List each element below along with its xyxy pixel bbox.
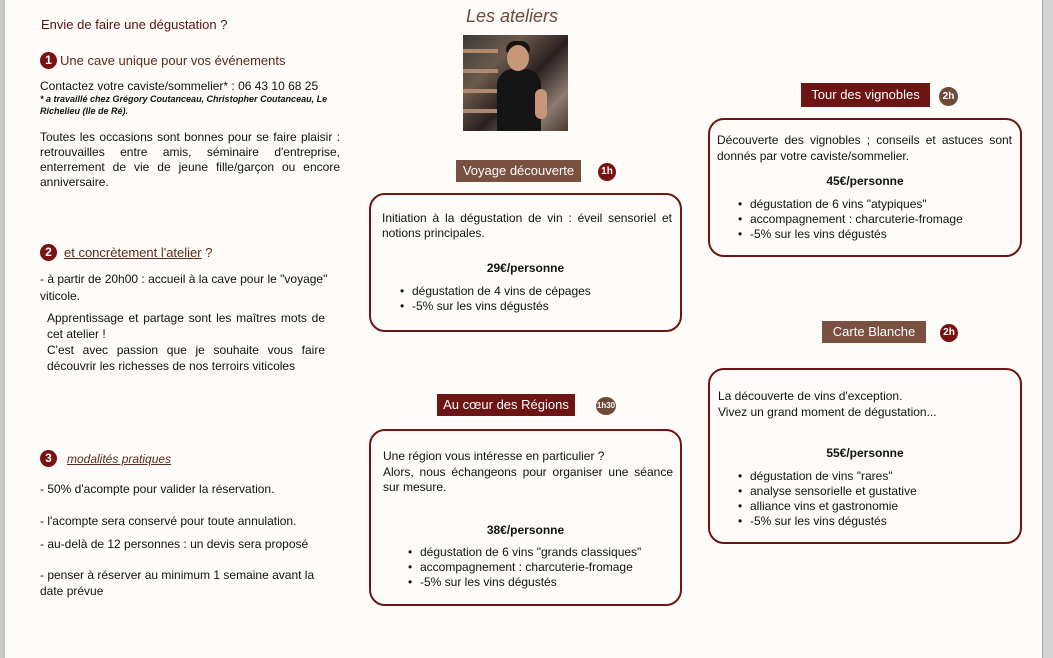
regions-duration-badge: 1h30 bbox=[596, 397, 616, 415]
window-left-border bbox=[0, 0, 5, 658]
section-3-link[interactable]: modalités pratiques bbox=[67, 452, 172, 466]
blanche-price: 55€/personne bbox=[826, 446, 904, 460]
voyage-card bbox=[369, 193, 682, 332]
regions-price: 38€/personne bbox=[486, 523, 565, 537]
blanche-card bbox=[708, 368, 1022, 544]
vignobles-card bbox=[708, 118, 1022, 257]
atelier-passion: C'est avec passion que je souhaite vous faire découvrir les richesses de nos terroirs viticoles bbox=[47, 343, 325, 373]
list-item: • dégustation de 6 vins "grands classiques" bbox=[408, 545, 641, 560]
list-item: • accompagnement : charcuterie-fromage bbox=[408, 560, 641, 575]
list-item: • -5% sur les vins dégustés bbox=[408, 575, 641, 590]
section-number-2: 2 bbox=[40, 244, 57, 261]
section-number-1: 1 bbox=[40, 52, 57, 69]
list-item: • accompagnement : charcuterie-fromage bbox=[738, 212, 963, 227]
blanche-label: Carte Blanche bbox=[822, 321, 926, 343]
section-3-header bbox=[40, 450, 171, 468]
regions-items bbox=[408, 545, 641, 590]
section-2-link[interactable]: et concrètement l'atelier bbox=[64, 245, 202, 260]
list-item: • dégustation de vins "rares" bbox=[738, 469, 917, 484]
modalite-item: - 50% d'acompte pour valider la réservation. bbox=[40, 482, 275, 496]
blanche-items bbox=[738, 469, 917, 529]
ateliers-title: Les ateliers bbox=[466, 6, 559, 26]
modalite-item: - penser à réserver au minimum 1 semaine avant la date prévue bbox=[40, 568, 315, 598]
vignobles-items bbox=[738, 197, 963, 242]
modalite-item: - l'acompte sera conservé pour toute annulation. bbox=[40, 514, 297, 528]
list-item: • dégustation de 4 vins de cépages bbox=[400, 284, 591, 299]
section-1-header bbox=[40, 52, 285, 70]
blanche-duration-badge: 2h bbox=[940, 324, 958, 342]
voyage-description: Initiation à la dégustation de vin : éveil sensoriel et notions principales. bbox=[382, 211, 672, 240]
window-scrollbar[interactable] bbox=[1042, 0, 1053, 658]
regions-label: Au cœur des Régions bbox=[437, 394, 575, 416]
atelier-start: - à partir de 20h00 : accueil à la cave pour le "voyage" viticole. bbox=[40, 272, 328, 303]
section-2-header bbox=[40, 244, 212, 262]
vignobles-duration-badge: 2h bbox=[939, 87, 958, 106]
list-item: • -5% sur les vins dégustés bbox=[738, 514, 917, 529]
vignobles-price: 45€/personne bbox=[826, 174, 904, 188]
list-item: • analyse sensorielle et gustative bbox=[738, 484, 917, 499]
regions-description-1: Une région vous intéresse en particulier ? bbox=[383, 449, 605, 463]
list-item: • -5% sur les vins dégustés bbox=[400, 299, 591, 314]
voyage-duration-badge: 1h bbox=[598, 163, 616, 181]
regions-description-2: Alors, nous échangeons pour organiser une séance sur mesure. bbox=[383, 465, 673, 494]
blanche-description-1: La découverte de vins d'exception. bbox=[718, 389, 903, 403]
list-item: • alliance vins et gastronomie bbox=[738, 499, 917, 514]
blanche-description-2: Vivez un grand moment de dégustation... bbox=[718, 405, 937, 419]
list-item: • dégustation de 6 vins "atypiques" bbox=[738, 197, 963, 212]
contact-note: * a travaillé chez Grégory Coutanceau, Christopher Coutanceau, Le Richelieu (Ile de Ré). bbox=[40, 94, 328, 116]
list-item: • -5% sur les vins dégustés bbox=[738, 227, 963, 242]
section-2-suffix: ? bbox=[201, 245, 213, 260]
voyage-label: Voyage découverte bbox=[456, 160, 581, 182]
modalite-item: - au-delà de 12 personnes : un devis sera proposé bbox=[40, 537, 309, 551]
regions-card bbox=[369, 429, 682, 606]
voyage-price: 29€/personne bbox=[486, 261, 565, 275]
occasions-text: Toutes les occasions sont bonnes pour se faire plaisir : retrouvailles entre amis, séminaire d'entreprise, enterrement de vie de jeune fille/garçon ou encore anniversaire. bbox=[40, 130, 340, 189]
section-number-3: 3 bbox=[40, 450, 57, 467]
vignobles-label: Tour des vignobles bbox=[801, 83, 930, 107]
atelier-motto: Apprentissage et partage sont les maîtres mots de cet atelier ! bbox=[47, 311, 325, 341]
contact-line: Contactez votre caviste/sommelier* : 06 43 10 68 25 bbox=[40, 79, 319, 93]
page-heading: Envie de faire une dégustation ? bbox=[41, 17, 228, 32]
sommelier-photo bbox=[463, 35, 568, 131]
section-1-title: Une cave unique pour vos événements bbox=[60, 53, 286, 68]
voyage-items bbox=[400, 284, 591, 314]
vignobles-description: Découverte des vignobles ; conseils et astuces sont donnés par votre caviste/sommelier. bbox=[717, 133, 1012, 163]
